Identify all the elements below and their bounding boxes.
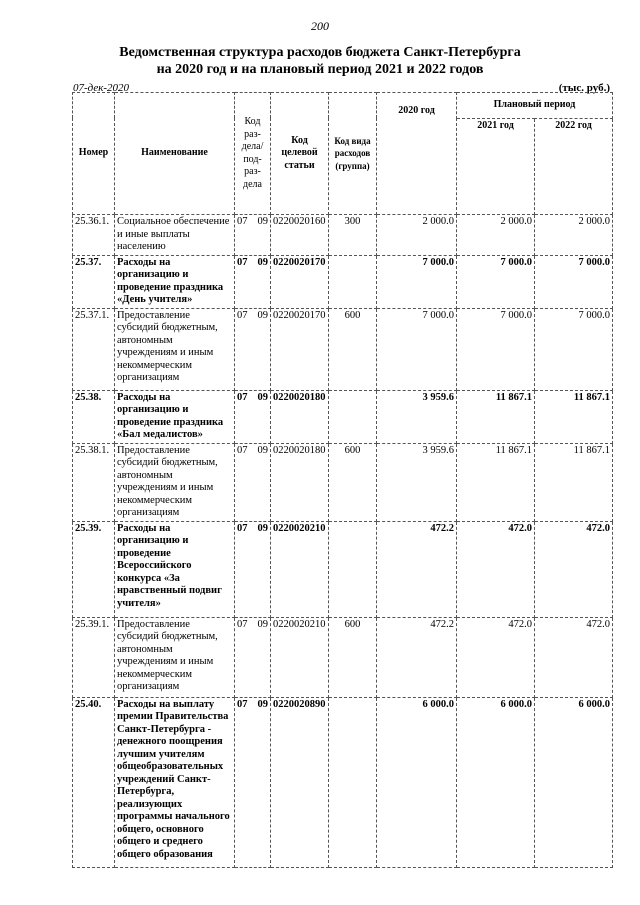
title-line-1: Ведомственная структура расходов бюджета Санкт-Петербурга <box>119 45 521 60</box>
row-type-code <box>329 255 377 308</box>
row-section-code <box>235 697 271 867</box>
row-amount-2022: 6 000.0 <box>535 697 613 867</box>
row-section: 07 <box>237 216 248 227</box>
header-2021: 2021 год <box>457 118 535 214</box>
row-target-code: 0220020170 <box>271 255 329 308</box>
row-target-code: 0220020160 <box>271 215 329 256</box>
header-2020: 2020 год <box>377 93 457 215</box>
row-subsection: 09 <box>257 444 268 456</box>
budget-table <box>72 92 613 868</box>
row-section: 07 <box>237 391 248 403</box>
row-type-code: 300 <box>329 215 377 256</box>
table-row <box>73 521 613 617</box>
table-row <box>73 697 613 867</box>
row-amount-2020: 3 959.6 <box>377 443 457 521</box>
units-label: (тыс. руб.) <box>558 82 610 94</box>
row-section: 07 <box>237 698 248 710</box>
row-amount-2021: 7 000.0 <box>457 255 535 308</box>
row-type-code <box>329 521 377 617</box>
row-amount-2022: 7 000.0 <box>535 255 613 308</box>
row-number: 25.36.1. <box>73 215 115 256</box>
row-amount-2021: 11 867.1 <box>457 390 535 443</box>
row-amount-2021: 472.0 <box>457 617 535 697</box>
row-target-code: 0220020170 <box>271 308 329 390</box>
title-line-2: на 2020 год и на плановый период 2021 и 2022 годов <box>156 62 484 77</box>
row-section: 07 <box>237 618 248 630</box>
row-name: Предоставление субсидий бюджетным, автономным учреждениям и иным некоммерческим организациям <box>115 443 235 521</box>
header-type: Код вида расходов (группа) <box>329 93 377 215</box>
row-target-code: 0220020180 <box>271 443 329 521</box>
row-amount-2020: 2 000.0 <box>377 215 457 256</box>
page-number: 200 <box>311 19 329 33</box>
row-amount-2022: 2 000.0 <box>535 215 613 256</box>
row-type-code: 600 <box>329 308 377 390</box>
header-target: Код целевой статьи <box>271 93 329 215</box>
row-section: 07 <box>237 309 248 321</box>
row-amount-2020: 3 959.6 <box>377 390 457 443</box>
row-amount-2021: 7 000.0 <box>457 308 535 390</box>
row-amount-2021: 11 867.1 <box>457 443 535 521</box>
table-row <box>73 390 613 443</box>
row-name: Предоставление субсидий бюджетным, автономным учреждениям и иным некоммерческим организациям <box>115 308 235 390</box>
row-section: 07 <box>237 522 248 534</box>
row-subsection: 09 <box>257 309 268 321</box>
row-section: 07 <box>237 444 248 456</box>
row-type-code <box>329 390 377 443</box>
row-subsection: 09 <box>257 698 268 710</box>
row-section-code <box>235 521 271 617</box>
row-amount-2020: 7 000.0 <box>377 255 457 308</box>
row-amount-2020: 7 000.0 <box>377 308 457 390</box>
row-amount-2022: 7 000.0 <box>535 308 613 390</box>
row-number: 25.39.1. <box>73 617 115 697</box>
row-amount-2022: 11 867.1 <box>535 443 613 521</box>
row-name: Расходы на выплату премии Правительства Санкт-Петербурга - денежного поощрения лучшим учителям общеобразовательных учреждений Санкт-Петербурга, реализующих программы начального общего, основного общего и среднего общего образования <box>115 697 235 867</box>
row-target-code: 0220020210 <box>271 521 329 617</box>
document-date: 07-дек-2020 <box>73 82 130 94</box>
row-target-code: 0220020890 <box>271 697 329 867</box>
row-amount-2022: 472.0 <box>535 521 613 617</box>
row-subsection: 09 <box>257 391 268 403</box>
row-section-code <box>235 255 271 308</box>
row-subsection: 09 <box>257 522 268 534</box>
row-section-code <box>235 215 271 256</box>
row-number: 25.39. <box>73 521 115 617</box>
table-row <box>73 215 613 256</box>
row-section-code <box>235 443 271 521</box>
row-amount-2020: 6 000.0 <box>377 697 457 867</box>
table-row <box>73 308 613 390</box>
row-amount-2021: 472.0 <box>457 521 535 617</box>
row-section-code <box>235 617 271 697</box>
row-number: 25.37. <box>73 255 115 308</box>
row-amount-2021: 2 000.0 <box>457 215 535 256</box>
table-row <box>73 255 613 308</box>
row-subsection: 09 <box>257 216 268 227</box>
row-subsection: 09 <box>257 618 268 630</box>
row-name: Предоставление субсидий бюджетным, автономным учреждениям и иным некоммерческим организациям <box>115 617 235 697</box>
row-section-code <box>235 308 271 390</box>
row-number: 25.38. <box>73 390 115 443</box>
row-name: Социальное обеспечение и иные выплаты населению <box>115 215 235 256</box>
row-amount-2020: 472.2 <box>377 521 457 617</box>
header-2022: 2022 год <box>535 118 613 214</box>
document-title <box>0 44 640 78</box>
row-number: 25.37.1. <box>73 308 115 390</box>
row-section: 07 <box>237 256 248 268</box>
row-target-code: 0220020210 <box>271 617 329 697</box>
row-amount-2020: 472.2 <box>377 617 457 697</box>
header-plan-period: Плановый период <box>457 93 613 119</box>
row-amount-2021: 6 000.0 <box>457 697 535 867</box>
row-name: Расходы на организацию и проведение Всероссийского конкурса «За нравственный подвиг учителя» <box>115 521 235 617</box>
row-target-code: 0220020180 <box>271 390 329 443</box>
row-number: 25.40. <box>73 697 115 867</box>
table-row <box>73 617 613 697</box>
table-row <box>73 443 613 521</box>
row-type-code: 600 <box>329 617 377 697</box>
row-section-code <box>235 390 271 443</box>
header-section: Код раз-дела/ под-раз-дела <box>235 93 271 215</box>
header-name: Наименование <box>115 93 235 215</box>
row-amount-2022: 472.0 <box>535 617 613 697</box>
row-number: 25.38.1. <box>73 443 115 521</box>
row-amount-2022: 11 867.1 <box>535 390 613 443</box>
row-subsection: 09 <box>257 256 268 268</box>
row-name: Расходы на организацию и проведение праздника «Бал медалистов» <box>115 390 235 443</box>
row-name: Расходы на организацию и проведение праздника «День учителя» <box>115 255 235 308</box>
row-type-code <box>329 697 377 867</box>
row-type-code: 600 <box>329 443 377 521</box>
header-number: Номер <box>73 93 115 215</box>
